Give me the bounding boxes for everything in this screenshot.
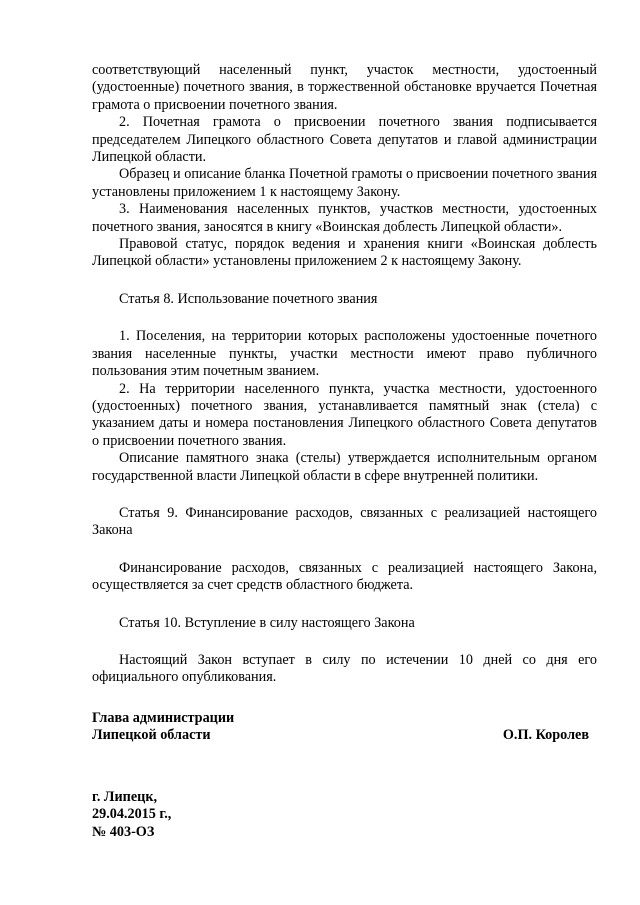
signature-block [92,710,589,745]
meta-number: № 403-ОЗ [92,823,155,840]
paragraph-article7-legal-status: Правовой статус, порядок ведения и хранения книги «Воинская доблесть Липецкой области» установлены приложением 2 к настоящему Закону. [92,236,597,270]
signatory-position-line1: Глава администрации [92,710,235,726]
paragraph-article7-point2: 2. Почетная грамота о присвоении почетного звания подписывается председателем Липецкого областного Совета депутатов и главой администрации Липецкой области. [92,114,597,166]
paragraph-article9: Финансирование расходов, связанных с реализацией настоящего Закона, осуществляется за счет средств областного бюджета. [92,559,597,594]
article8-heading: Статья 8. Использование почетного звания [119,290,378,307]
paragraph-article8-point1: 1. Поселения, на территории которых расположены удостоенные почетного звания населенные пункты, участки местности имеют право публичного пользования этим почетным званием. [92,328,597,380]
paragraph-continuation: соответствующий населенный пункт, участок местности, удостоенный (удостоенные) почетного звания, в торжественной обстановке вручается Почетная грамота о присвоении почетного звания. [92,62,597,113]
signatory-name: О.П. Королев [502,727,589,744]
article10-heading: Статья 10. Вступление в силу настоящего Закона [119,614,415,631]
meta-date: 29.04.2015 г., [92,806,172,823]
paragraph-article7-sample: Образец и описание бланка Почетной грамоты о присвоении почетного звания установлены приложением 1 к настоящему Закону. [92,166,597,200]
paragraph-article8-description: Описание памятного знака (стелы) утверждается исполнительным органом государственной власти Липецкой области в сфере внутренней политики. [92,450,597,484]
article9-heading: Статья 9. Финансирование расходов, связанных с реализацией настоящего Закона [92,504,597,539]
meta-city: г. Липецк, [92,789,158,805]
paragraph-article8-point2: 2. На территории населенного пункта, участка местности, удостоенного (удостоенных) почетного звания, устанавливается памятный знак (стела) с указанием даты и номера постановления Липецкого областного Совета депутатов о присвоении почетного звания. [92,380,597,449]
signatory-position-line2: Липецкой области [92,727,211,744]
document-meta [92,789,171,841]
paragraph-article7-point3: 3. Наименования населенных пунктов, участков местности, удостоенных почетного звания, заносятся в книгу «Воинская доблесть Липецкой области». [92,201,597,235]
paragraph-article10: Настоящий Закон вступает в силу по истечении 10 дней со дня его официального опубликования. [92,651,597,686]
document-body [92,62,597,687]
